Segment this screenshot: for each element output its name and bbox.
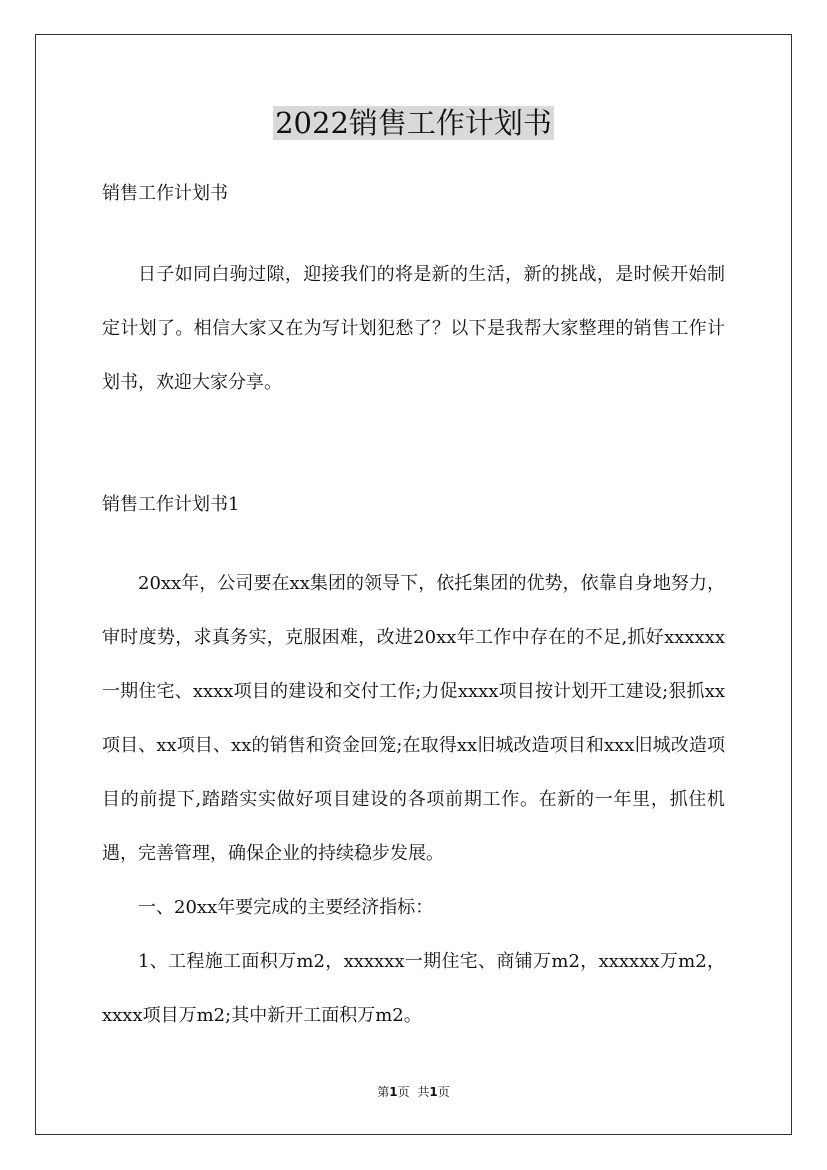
document-title: [0, 104, 827, 142]
intro-paragraph: 日子如同白驹过隙，迎接我们的将是新的生活，新的挑战，是时候开始制定计划了。相信大家又在为写计划犯愁了？以下是我帮大家整理的销售工作计划书，欢迎大家分享。: [102, 264, 725, 393]
document-subtitle: 销售工作计划书: [102, 183, 228, 204]
document-body: [102, 178, 725, 1043]
total-prefix: 共: [417, 1085, 430, 1099]
page-total: 1: [429, 1085, 438, 1099]
page-suffix: 页: [397, 1085, 410, 1099]
total-suffix: 页: [437, 1085, 450, 1099]
section-paragraph-1: 20xx年，公司要在xx集团的领导下，依托集团的优势，依靠自身地努力，审时度势，求真务实，克服困难，改进20xx年工作中存在的不足,抓好xxxxxx一期住宅、xxxx项目的建设和交付工作;力促xxxx项目按计划开工建设;狠抓xx项目、xx项目、xx的销售和资金回笼;在取得xx旧城改造项目和xxx旧城改造项目的前提下,踏踏实实做好项目建设的各项前期工作。在新的一年里，抓住机遇，完善管理，确保企业的持续稳步发展。: [102, 573, 725, 864]
page-footer: [0, 1084, 827, 1100]
section-paragraph-3: 1、工程施工面积万m2，xxxxxx一期住宅、商铺万m2，xxxxxx万m2，xxxx项目万m2;其中新开工面积万m2。: [102, 951, 725, 1026]
section-paragraph-2: 一、20xx年要完成的主要经济指标：: [138, 897, 434, 918]
section-heading: 销售工作计划书1: [102, 494, 240, 515]
page-prefix: 第: [377, 1085, 390, 1099]
document-title-text: 2022销售工作计划书: [275, 106, 552, 140]
page-current: 1: [389, 1085, 398, 1099]
